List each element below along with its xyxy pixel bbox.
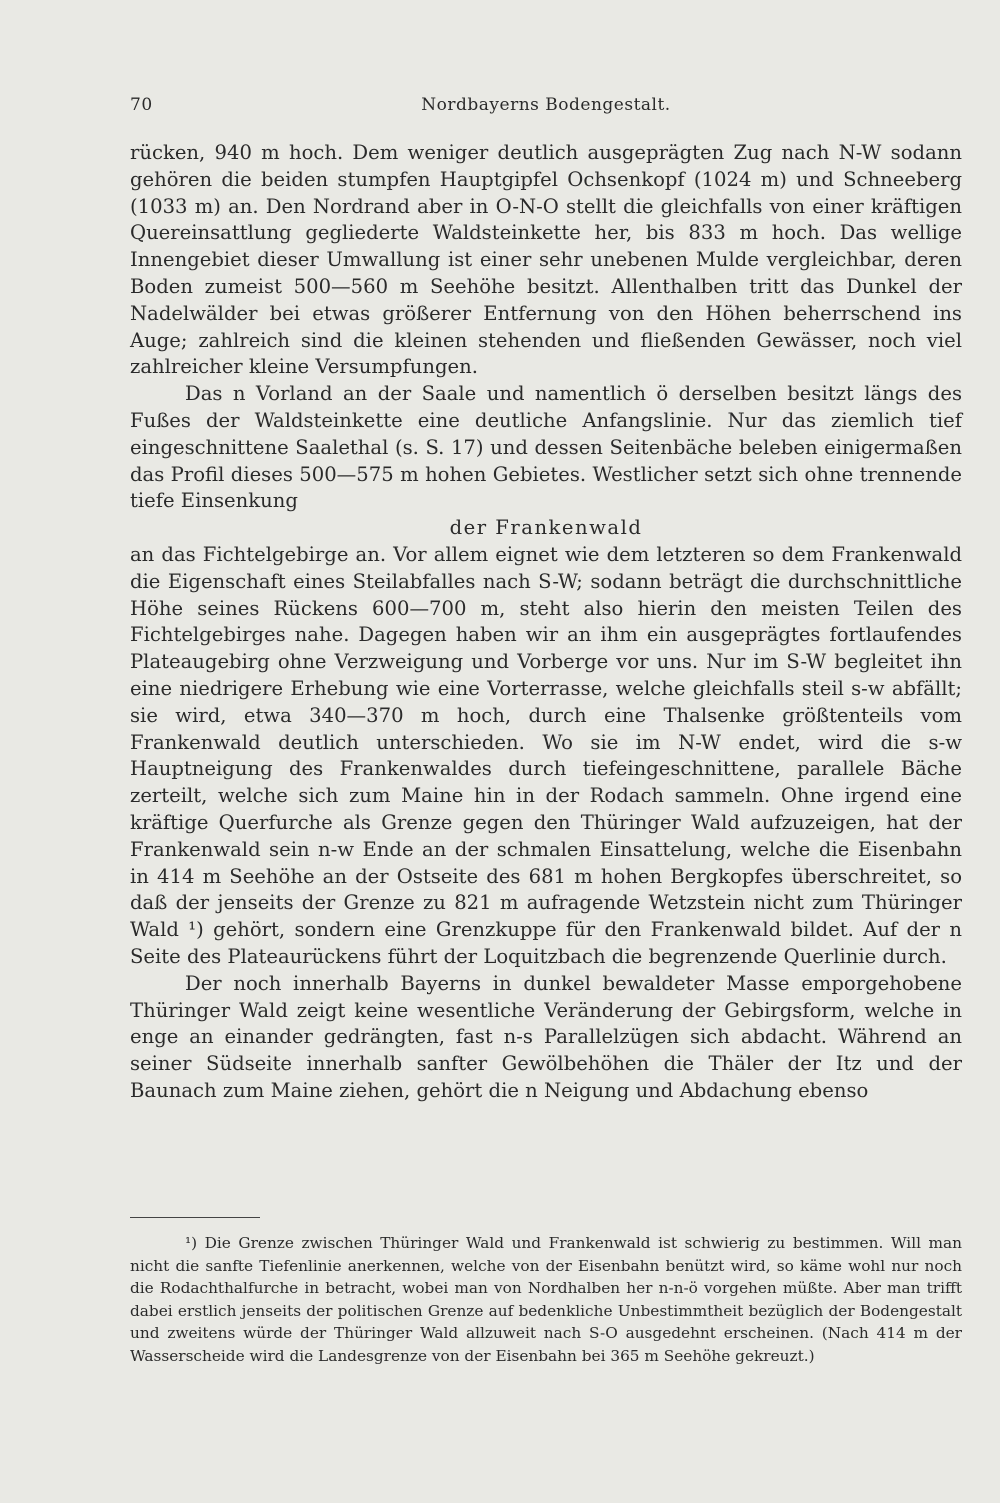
paragraph-1: rücken, 940 m hoch. Dem weniger deutlich ausgeprägten Zug nach N-W sodann gehören die beiden stumpfen Hauptgipfel Ochsenkopf (1024 m) und Schneeberg (1033 m) an. Den Nordrand aber in O-N-O stellt die gleichfalls von einer kräftigen Quereinsattlung gegliederte Waldsteinkette her, bis 833 m hoch. Das wellige Innengebiet dieser Umwallung ist einer sehr unebenen Mulde vergleichbar, deren Boden zumeist 500—560 m Seehöhe besitzt. Allenthalben tritt das Dunkel der Nadelwälder bei etwas größerer Entfernung von den Höhen beherrschend ins Auge; zahlreich sind die kleinen stehenden und fließenden Gewässer, noch viel zahlreicher kleine Versumpfungen. — [130, 141, 962, 379]
body-text — [130, 140, 962, 1105]
paragraph-2: Das n Vorland an der Saale und namentlich ö derselben besitzt längs des Fußes der Waldsteinkette eine deutliche Anfangslinie. Nur das ziemlich tief eingeschnittene Saalethal (s. S. 17) und dessen Seitenbäche beleben einigermaßen das Profil dieses 500—575 m hohen Gebietes. Westlicher setzt sich ohne trennende tiefe Einsenkung — [130, 382, 962, 513]
paragraph-4: Der noch innerhalb Bayerns in dunkel bewaldeter Masse emporgehobene Thüringer Wald zeigt keine wesentliche Veränderung der Gebirgsform, welche in enge an einander gedrängten, fast n-s Parallelzügen sich abdacht. Während an seiner Südseite innerhalb sanfter Gewölbehöhen die Thäler der Itz und der Baunach zum Maine ziehen, gehört die n Neigung und Abdachung ebenso — [130, 971, 962, 1102]
footnote-rule — [130, 1217, 260, 1218]
paragraph-3: an das Fichtelgebirge an. Vor allem eignet wie dem letzteren so dem Frankenwald die Eigenschaft eines Steilabfalles nach S-W; sodann beträgt die durchschnittliche Höhe seines Rückens 600—700 m, steht also hierin den meisten Teilen des Fichtelgebirges nahe. Dagegen haben wir an ihm ein ausgeprägtes fortlaufendes Plateaugebirg ohne Verzweigung und Vorberge vor uns. Nur im S-W begleitet ihn eine niedrigere Erhebung wie eine Vorterrasse, welche gleichfalls steil s-w abfällt; sie wird, etwa 340—370 m hoch, durch eine Thalsenke größtenteils vom Frankenwald deutlich unterschieden. Wo sie im N-W endet, wird die s-w Hauptneigung des Frankenwaldes durch tiefeingeschnittene, parallele Bäche zerteilt, welche sich zum Maine hin in der Rodach sammeln. Ohne irgend eine kräftige Querfurche als Grenze gegen den Thüringer Wald aufzuzeigen, hat der Frankenwald sein n-w Ende an der schmalen Einsattelung, welche die Eisenbahn in 414 m Seehöhe an der Ostseite des 681 m hohen Bergkopfes überschreitet, so daß der jenseits der Grenze zu 821 m aufragende Wetzstein nicht zum Thüringer Wald ¹) gehört, sondern eine Grenzkuppe für den Frankenwald bildet. Auf der n Seite des Plateaurückens führt der Loquitzbach die begrenzende Querlinie durch. — [130, 542, 962, 968]
page-header — [130, 95, 962, 125]
footnote-1: ¹) Die Grenze zwischen Thüringer Wald und Frankenwald ist schwierig zu bestimmen. Will man nicht die sanfte Tiefenlinie anerkennen, welche von der Eisenbahn benützt wird, so käme wohl nur noch die Rodachthalfurche in betracht, wobei man von Nordhalben her n-n-ö vorgehen müßte. Aber man trifft dabei erstlich jenseits der politischen Grenze auf bedenkliche Unbestimmtheit bezüglich der Bodengestalt und zweitens würde der Thüringer Wald allzuweit nach S-O ausgedehnt erscheinen. (Nach 414 m der Wasserscheide wird die Landesgrenze von der Eisenbahn bei 365 m Seehöhe gekreuzt.) — [130, 1234, 962, 1365]
running-head: Nordbayerns Bodengestalt. — [421, 95, 671, 115]
footnotes — [130, 1232, 962, 1367]
section-heading: der Frankenwald — [449, 516, 643, 540]
page-number: 70 — [130, 95, 153, 115]
